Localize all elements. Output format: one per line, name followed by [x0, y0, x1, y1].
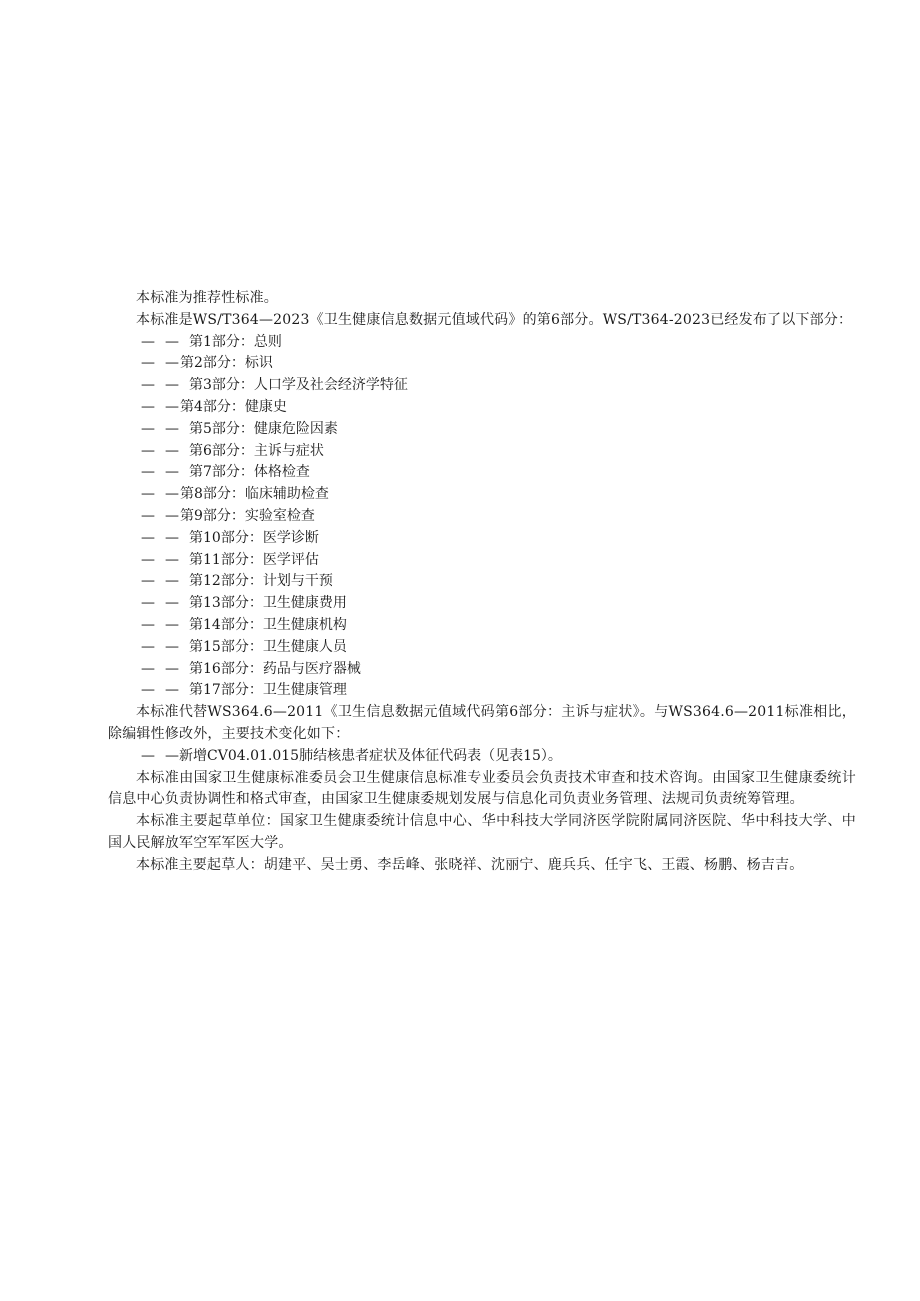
list-item: [108, 571, 856, 593]
part-label: 第16部分：: [189, 660, 263, 677]
part-name: 人口学及社会经济学特征: [253, 377, 408, 394]
responsibility-paragraph: 本标准由国家卫生健康标准委员会卫生健康信息标准专业委员会负责技术审查和技术咨询。由国家卫生健康委统计信息中心负责协调性和格式审查，由国家卫生健康委规划发展与信息化司负责业务管理、法规司负责统筹管理。: [108, 769, 856, 808]
part-name: 计划与干预: [262, 573, 333, 590]
dash-marker: —: [141, 420, 155, 437]
dash-marker: —: [141, 507, 155, 524]
dash-marker-2: —: [165, 398, 179, 415]
published-parts-list: [108, 332, 856, 703]
part-name: 药品与医疗器械: [262, 660, 361, 677]
dash-marker: —: [141, 464, 155, 481]
dash-marker: —: [141, 529, 155, 546]
part-label: 第14部分：: [189, 616, 263, 633]
replacement-paragraph: 本标准代替WS364.6—2011《卫生信息数据元值域代码第6部分：主诉与症状》。与WS364.6—2011标准相比，除编辑性修改外，主要技术变化如下：: [108, 704, 856, 742]
dash-marker: —: [141, 442, 155, 459]
dash-marker: —: [141, 377, 155, 394]
part-label: 第5部分：: [189, 420, 254, 437]
part-label: 第12部分：: [189, 573, 263, 590]
dash-marker: —: [141, 355, 155, 372]
part-name: 标识: [244, 355, 273, 372]
part-name: 卫生健康机构: [262, 616, 347, 633]
list-item: [108, 353, 856, 375]
dash-marker-2: —: [165, 747, 179, 764]
drafters-paragraph: 本标准主要起草人：胡建平、吴士勇、李岳峰、张晓祥、沈丽宁、鹿兵兵、任宇飞、王霞、杨鹏、杨吉吉。: [136, 856, 804, 873]
list-item: [108, 680, 856, 702]
technical-changes-list: [108, 746, 856, 768]
dash-marker: —: [141, 638, 155, 655]
part-name: 卫生健康人员: [262, 638, 347, 655]
list-item: [108, 746, 856, 768]
part-label: 第8部分：: [180, 486, 245, 503]
list-item: [108, 593, 856, 615]
part-label: 第11部分：: [189, 551, 263, 568]
dash-marker-2: —: [165, 660, 179, 677]
list-item: [108, 441, 856, 463]
dash-marker: —: [141, 573, 155, 590]
dash-marker: —: [141, 486, 155, 503]
dash-marker: —: [141, 747, 155, 764]
part-label: 第2部分：: [180, 355, 245, 372]
list-item: [108, 397, 856, 419]
dash-marker: —: [141, 333, 155, 350]
part-name: 体格检查: [253, 464, 310, 481]
part-label: 第6部分：: [189, 442, 254, 459]
dash-marker: —: [141, 595, 155, 612]
part-label: 第13部分：: [189, 595, 263, 612]
part-name: 健康危险因素: [253, 420, 338, 437]
dash-marker: —: [141, 551, 155, 568]
part-name: 总则: [253, 333, 282, 350]
list-item: [108, 528, 856, 550]
part-name: 临床辅助检查: [244, 486, 329, 503]
recommended-standard-paragraph: 本标准为推荐性标准。: [136, 290, 278, 306]
dash-marker-2: —: [165, 377, 179, 394]
dash-marker-2: —: [165, 464, 179, 481]
dash-marker-2: —: [165, 638, 179, 655]
part-label: 第4部分：: [180, 398, 245, 415]
dash-marker-2: —: [165, 442, 179, 459]
list-item: [108, 462, 856, 484]
dash-marker-2: —: [165, 333, 179, 350]
list-item: [108, 550, 856, 572]
dash-marker: —: [141, 616, 155, 633]
part-name: 健康史: [244, 398, 287, 415]
dash-marker-2: —: [165, 551, 179, 568]
part-label: 第1部分：: [189, 333, 254, 350]
standard-parts-intro-paragraph: 本标准是WS/T364—2023《卫生健康信息数据元值域代码》的第6部分。WS/T364-2023已经发布了以下部分：: [136, 311, 853, 328]
part-name: 医学评估: [262, 551, 319, 568]
dash-marker: —: [141, 660, 155, 677]
dash-marker-2: —: [165, 355, 179, 372]
part-name: 卫生健康管理: [262, 682, 347, 699]
list-item: [108, 659, 856, 681]
dash-marker-2: —: [165, 573, 179, 590]
list-item: [108, 484, 856, 506]
part-label: 第15部分：: [189, 638, 263, 655]
part-label: 第17部分：: [189, 682, 263, 699]
dash-marker: —: [141, 682, 155, 699]
foreword-page: [108, 288, 856, 877]
list-item: [108, 419, 856, 441]
dash-marker-2: —: [165, 595, 179, 612]
list-item: [108, 375, 856, 397]
part-name: 实验室检查: [244, 507, 315, 524]
part-label: 第7部分：: [189, 464, 254, 481]
part-label: 第3部分：: [189, 377, 254, 394]
part-label: 第9部分：: [180, 507, 245, 524]
drafting-units-paragraph: 本标准主要起草单位：国家卫生健康委统计信息中心、华中科技大学同济医学院附属同济医院、华中科技大学、中国人民解放军空军军医大学。: [108, 813, 856, 851]
dash-marker-2: —: [165, 486, 179, 503]
part-label: 第10部分：: [189, 529, 263, 546]
dash-marker-2: —: [165, 529, 179, 546]
dash-marker-2: —: [165, 616, 179, 633]
list-item: [108, 615, 856, 637]
part-name: 卫生健康费用: [262, 595, 347, 612]
dash-marker: —: [141, 398, 155, 415]
part-name: 医学诊断: [262, 529, 319, 546]
dash-marker-2: —: [165, 682, 179, 699]
list-item: [108, 332, 856, 354]
list-item: [108, 506, 856, 528]
dash-marker-2: —: [165, 420, 179, 437]
dash-marker-2: —: [165, 507, 179, 524]
part-name: 主诉与症状: [253, 442, 324, 459]
change-item-text: 新增CV04.01.015肺结核患者症状及体征代码表（见表15）。: [179, 747, 562, 764]
list-item: [108, 637, 856, 659]
